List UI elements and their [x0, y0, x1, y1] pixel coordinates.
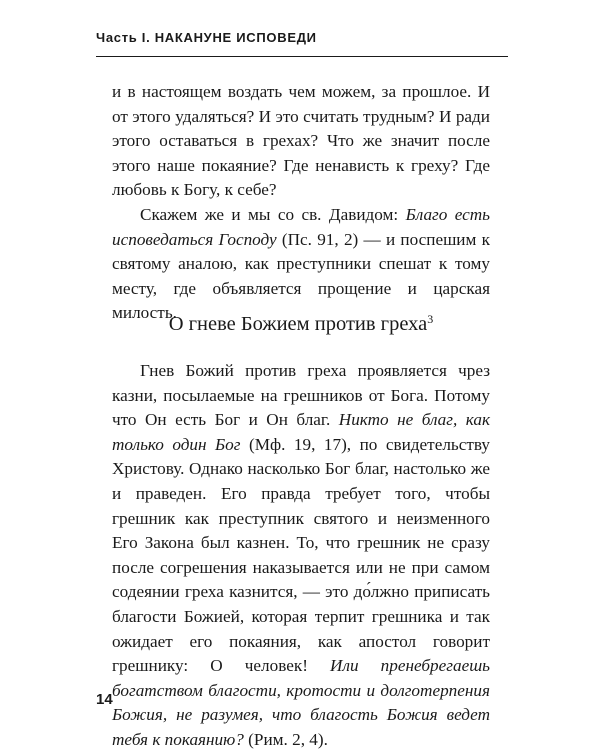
paragraph	[112, 359, 490, 753]
text-run: Гнев Божий против греха проявляется чрез казни, посылаемые на грешников от Бога. Потому что Он есть Бог и Он благ.	[112, 361, 490, 430]
text-run: Скажем же и мы со св. Давидом:	[140, 204, 406, 224]
text-run: (Рим. 2, 4).	[243, 729, 328, 749]
text-run: (Пс. 91, 2) — и поспешим к святому аналою, как преступники спешат к тому месту, где объявляется прощение и царская милость.	[112, 229, 490, 323]
italic-quote: Благо есть исповедаться Господу	[112, 204, 491, 249]
text-run: и в настоящем воздать чем можем, за прошлое. И от этого удаляться? И это считать трудным? И ради этого оставаться в грехах? Что же значит после этого наше покаяние? Где ненависть к греху? Где любовь к Богу, к себе?	[112, 82, 490, 200]
running-header: Часть I. НАКАНУНЕ ИСПОВЕДИ	[96, 30, 317, 45]
header-rule	[96, 56, 508, 57]
italic-quote: Или пренебрегаешь богатством благости, кротости и долготерпения Божия, не разумея, что благость Божия ведет тебя к покаянию?	[112, 656, 490, 749]
paragraph	[112, 203, 490, 326]
body-text-top	[112, 80, 490, 326]
text-run: (Мф. 19, 17), по свидетельству Христову. Однако насколько Бог благ, настолько же и праведен. Его правда требует того, чтобы грешник как преступник святого и неизменного Его Закона был казнен. То, что грешник не сразу после согрешения наказывается или не при самом содеянии греха казнится, — это до́лжно приписать благости Божией, которая терпит грешника и так ожидает его покаяния, как апостол говорит грешнику: О человек!	[112, 434, 490, 676]
page-number: 14	[96, 691, 113, 708]
body-text-bottom	[112, 359, 490, 753]
section-heading	[112, 311, 490, 337]
footnote-marker: 3	[427, 312, 434, 326]
section-heading-text: О гневе Божием против греха	[168, 313, 428, 335]
italic-quote: Никто не благ, как только один Бог	[112, 410, 490, 454]
paragraph	[112, 80, 490, 203]
